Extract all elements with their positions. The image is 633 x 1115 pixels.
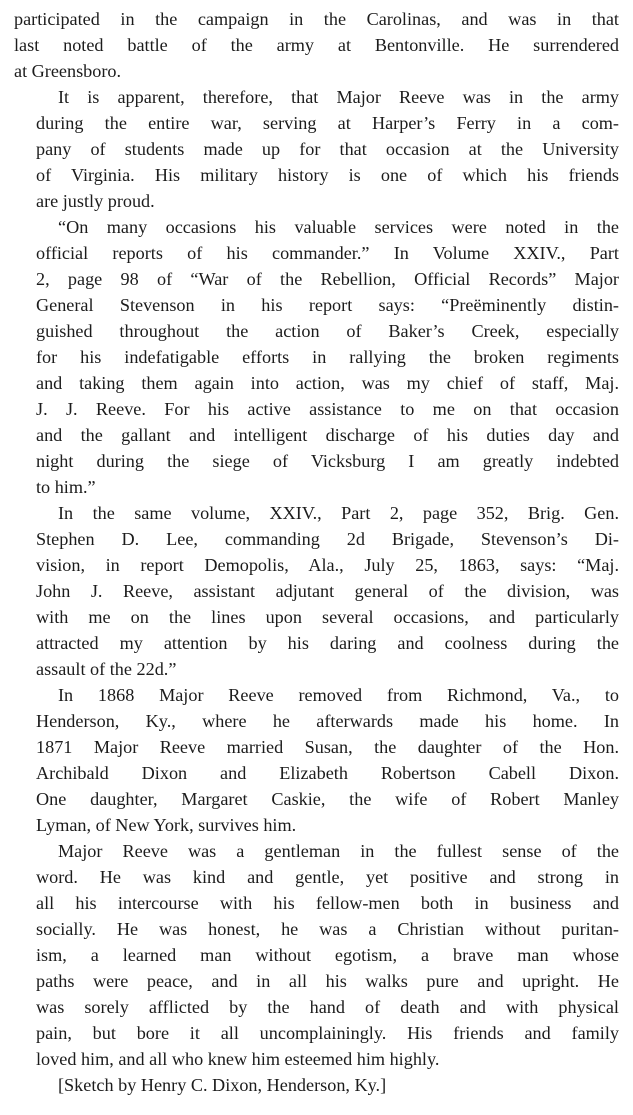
text-line: night during the siege of Vicksburg I am greatly indebted [36, 451, 619, 471]
text-line: are justly proud. [36, 191, 155, 211]
text-line: socially. He was honest, he was a Christian without puritan- [36, 919, 619, 939]
text-line: at Greensboro. [14, 61, 122, 81]
text-line: Stephen D. Lee, commanding 2d Brigade, Stevenson’s Di- [36, 529, 619, 549]
text-line: vision, in report Demopolis, Ala., July 25, 1863, says: “Maj. [36, 555, 619, 575]
text-line: Henderson, Ky., where he afterwards made his home. In [36, 711, 619, 731]
text-line: ism, a learned man without egotism, a brave man whose [36, 945, 619, 965]
text-line: was sorely afflicted by the hand of death and with physical [36, 997, 619, 1017]
text-line: and the gallant and intelligent discharge of his duties day and [36, 425, 619, 445]
paragraph-p2 [14, 84, 619, 214]
text-line: pain, but bore it all uncomplainingly. His friends and family [36, 1023, 619, 1043]
text-line: Archibald Dixon and Elizabeth Robertson Cabell Dixon. [36, 763, 619, 783]
text-line: guished throughout the action of Baker’s Creek, especially [36, 321, 619, 341]
text-line: 2, page 98 of “War of the Rebellion, Official Records” Major [36, 269, 619, 289]
text-line: 1871 Major Reeve married Susan, the daughter of the Hon. [36, 737, 619, 757]
text-line: during the entire war, serving at Harper’s Ferry in a com- [36, 113, 619, 133]
text-line: “On many occasions his valuable services were noted in the [58, 217, 619, 237]
text-line: to him.” [36, 477, 96, 497]
text-line: attracted my attention by his daring and coolness during the [36, 633, 619, 653]
text-line: word. He was kind and gentle, yet positive and strong in [36, 867, 619, 887]
text-line: with me on the lines upon several occasions, and particularly [36, 607, 619, 627]
text-line: In the same volume, XXIV., Part 2, page 352, Brig. Gen. [58, 503, 619, 523]
paragraph-p3 [14, 214, 619, 500]
text-line: official reports of his commander.” In Volume XXIV., Part [36, 243, 619, 263]
text-line: last noted battle of the army at Bentonville. He surrendered [14, 35, 619, 55]
text-line: paths were peace, and in all his walks pure and upright. He [36, 971, 619, 991]
text-line: [Sketch by Henry C. Dixon, Henderson, Ky.] [58, 1075, 387, 1095]
text-line: all his intercourse with his fellow-men both in business and [36, 893, 619, 913]
text-line: Major Reeve was a gentleman in the fullest sense of the [58, 841, 619, 861]
paragraph-p1 [14, 6, 619, 84]
text-line: Lyman, of New York, survives him. [36, 815, 297, 835]
paragraph-p4 [14, 500, 619, 682]
text-line: General Stevenson in his report says: “Preëminently distin- [36, 295, 619, 315]
text-line: participated in the campaign in the Carolinas, and was in that [14, 9, 619, 29]
text-line: pany of students made up for that occasion at the University [36, 139, 619, 159]
text-line: of Virginia. His military history is one of which his friends [36, 165, 619, 185]
text-line: loved him, and all who knew him esteemed him highly. [36, 1049, 440, 1069]
text-line: In 1868 Major Reeve removed from Richmond, Va., to [58, 685, 619, 705]
text-line: One daughter, Margaret Caskie, the wife of Robert Manley [36, 789, 619, 809]
paragraph-p7 [14, 1072, 619, 1098]
text-line: and taking them again into action, was my chief of staff, Maj. [36, 373, 619, 393]
text-line: for his indefatigable efforts in rallying the broken regiments [36, 347, 619, 367]
text-line: J. J. Reeve. For his active assistance to me on that occasion [36, 399, 619, 419]
text-line: It is apparent, therefore, that Major Reeve was in the army [58, 87, 619, 107]
document-body [14, 6, 619, 1098]
text-line: John J. Reeve, assistant adjutant general of the division, was [36, 581, 619, 601]
paragraph-p6 [14, 838, 619, 1072]
paragraph-p5 [14, 682, 619, 838]
text-line: assault of the 22d.” [36, 659, 177, 679]
